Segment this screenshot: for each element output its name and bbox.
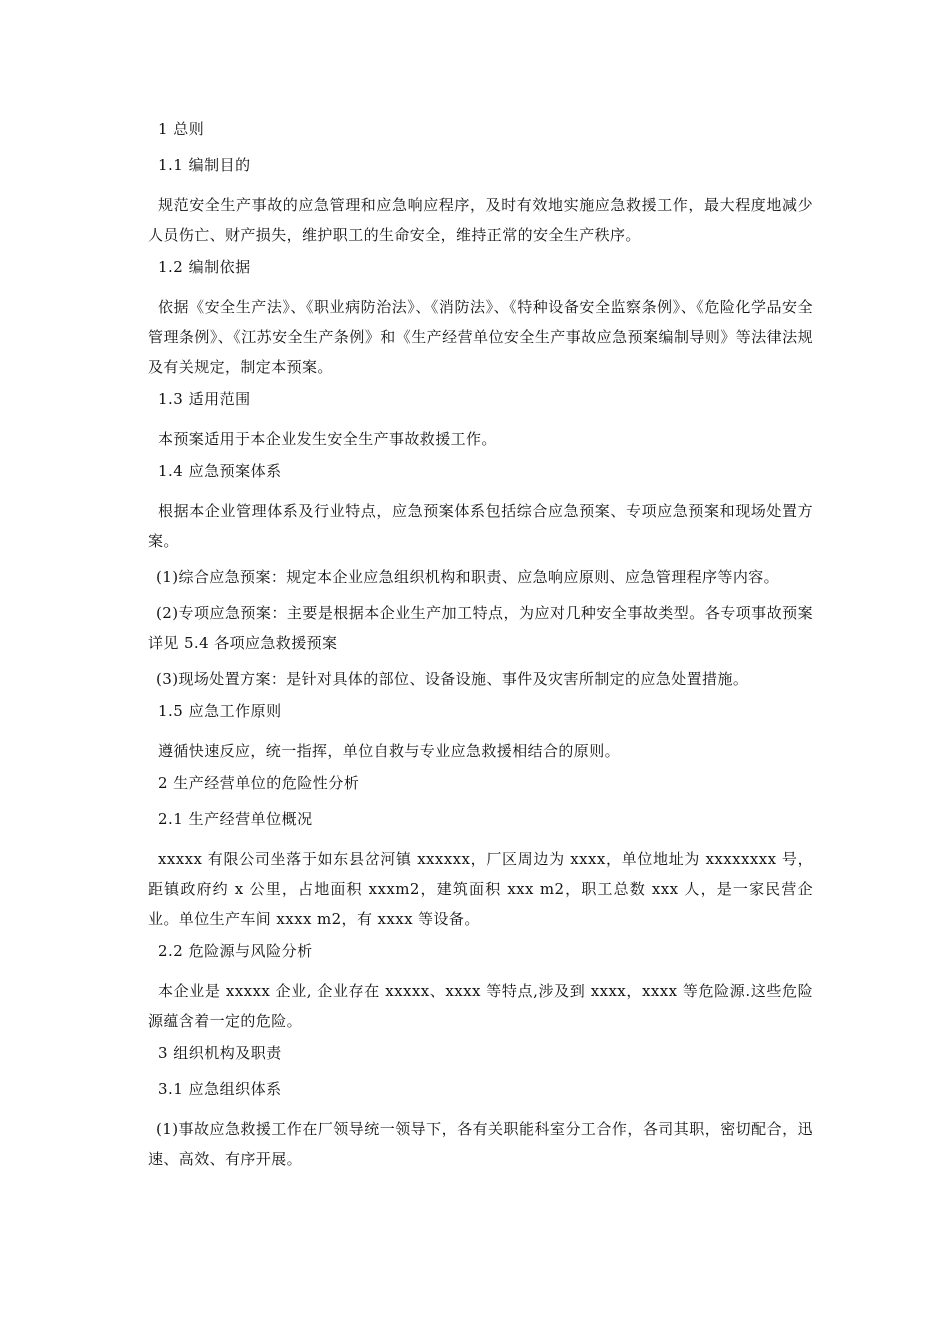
section-heading-1: 1 总则 — [158, 120, 205, 138]
section-heading-1-4: 1.4 应急预案体系 — [158, 462, 282, 480]
paragraph-hazard-analysis: 本企业是 xxxxx 企业, 企业存在 xxxxx、xxxx 等特点,涉及到 xxxx，xxxx 等危险源.这些危险源蕴含着一定的危险。 — [148, 982, 813, 1030]
section-heading-3: 3 组织机构及职责 — [158, 1044, 282, 1062]
paragraph-scope: 本预案适用于本企业发生安全生产事故救援工作。 — [158, 430, 497, 448]
section-heading-1-5: 1.5 应急工作原则 — [158, 702, 282, 720]
section-heading-1-1: 1.1 编制目的 — [158, 156, 251, 174]
section-heading-2-2: 2.2 危险源与风险分析 — [158, 942, 313, 960]
section-heading-1-2: 1.2 编制依据 — [158, 258, 251, 276]
paragraph-plan-item-1: (1)综合应急预案：规定本企业应急组织机构和职责、应急响应原则、应急管理程序等内容。 — [156, 568, 780, 586]
paragraph-plan-system: 根据本企业管理体系及行业特点，应急预案体系包括综合应急预案、专项应急预案和现场处置方案。 — [148, 502, 813, 550]
paragraph-basis: 依据《安全生产法》、《职业病防治法》、《消防法》、《特种设备安全监察条例》、《危险化学品安全管理条例》、《江苏安全生产条例》和《生产经营单位安全生产事故应急预案编制导则》等法律法规及有关规定，制定本预案。 — [148, 298, 813, 376]
section-heading-3-1: 3.1 应急组织体系 — [158, 1080, 282, 1098]
section-heading-1-3: 1.3 适用范围 — [158, 390, 251, 408]
paragraph-plan-item-2: (2)专项应急预案：主要是根据本企业生产加工特点，为应对几种安全事故类型。各专项事故预案详见 5.4 各项应急救援预案 — [148, 604, 813, 652]
section-heading-2-1: 2.1 生产经营单位概况 — [158, 810, 313, 828]
paragraph-plan-item-3: (3)现场处置方案：是针对具体的部位、设备设施、事件及灾害所制定的应急处置措施。 — [156, 670, 749, 688]
document-body — [148, 118, 813, 1180]
section-heading-2: 2 生产经营单位的危险性分析 — [158, 774, 360, 792]
paragraph-purpose: 规范安全生产事故的应急管理和应急响应程序，及时有效地实施应急救援工作，最大程度地减少人员伤亡、财产损失，维护职工的生命安全，维持正常的安全生产秩序。 — [148, 196, 813, 244]
paragraph-company-overview: xxxxx 有限公司坐落于如东县岔河镇 xxxxxx，厂区周边为 xxxx，单位地址为 xxxxxxxx 号，距镇政府约 x 公里，占地面积 xxxm2，建筑面积 xxx m2，职工总数 xxx 人，是一家民营企业。单位生产车间 xxxx m2，有 xxxx 等设备。 — [148, 850, 813, 928]
paragraph-org-system-1: (1)事故应急救援工作在厂领导统一领导下，各有关职能科室分工合作，各司其职，密切配合，迅速、高效、有序开展。 — [148, 1120, 813, 1168]
paragraph-principles: 遵循快速反应，统一指挥，单位自救与专业应急救援相结合的原则。 — [158, 742, 621, 760]
